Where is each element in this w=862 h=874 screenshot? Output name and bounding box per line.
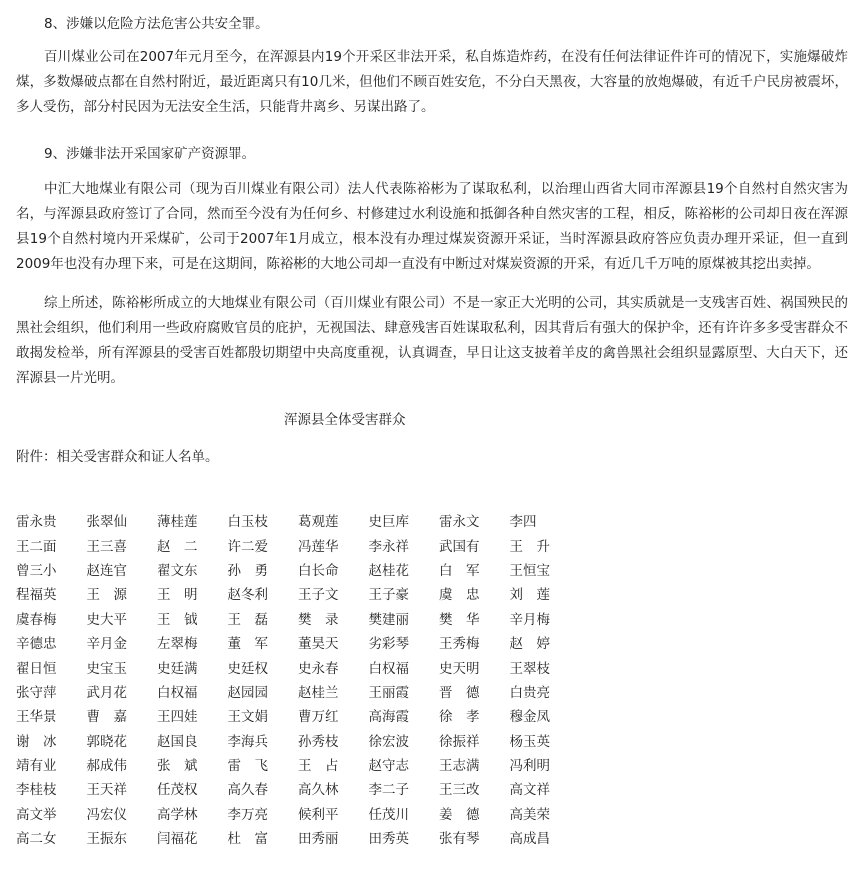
name-row	[16, 728, 580, 752]
person-name: 王三喜	[86, 538, 127, 555]
person-name: 靖有业	[16, 758, 57, 775]
person-name: 徐宏波	[368, 733, 409, 750]
name-row	[16, 679, 580, 703]
name-row	[16, 606, 580, 630]
person-name: 虞 忠	[439, 587, 480, 604]
person-name: 穆金凤	[509, 709, 550, 726]
person-name: 樊 录	[298, 611, 339, 628]
person-name: 高二女	[16, 831, 57, 848]
person-name: 劣彩琴	[368, 636, 409, 653]
person-name: 白权福	[368, 660, 409, 677]
person-name: 王丽霞	[368, 684, 409, 701]
person-name: 曹 嘉	[86, 709, 127, 726]
name-row	[16, 752, 580, 776]
person-name: 田秀英	[368, 831, 409, 848]
person-name: 张有琴	[439, 831, 480, 848]
person-name: 史天明	[439, 660, 480, 677]
person-name: 高文举	[16, 806, 57, 823]
person-name: 张守萍	[16, 684, 57, 701]
person-name: 李四	[509, 514, 537, 531]
person-name: 高海霞	[368, 709, 409, 726]
person-name: 董昊天	[298, 636, 339, 653]
person-name: 李海兵	[227, 733, 268, 750]
person-name: 雷 飞	[227, 758, 268, 775]
person-name: 史巨库	[368, 514, 409, 531]
person-name: 辛月梅	[509, 611, 550, 628]
name-row	[16, 703, 580, 727]
name-row	[16, 581, 580, 605]
person-name: 徐振祥	[439, 733, 480, 750]
person-name: 李桂枝	[16, 782, 57, 799]
person-name: 张 斌	[157, 758, 198, 775]
person-name: 史大平	[86, 611, 127, 628]
person-name: 冯利明	[509, 758, 550, 775]
person-name: 闫福花	[157, 831, 198, 848]
person-name: 白贵亮	[509, 684, 550, 701]
person-name: 王子文	[298, 587, 339, 604]
section-9-heading: 9、涉嫌非法开采国家矿产资源罪。	[44, 146, 256, 162]
person-name: 翟日恒	[16, 660, 57, 677]
person-name: 虞春梅	[16, 611, 57, 628]
person-name: 王秀梅	[439, 636, 480, 653]
person-name: 王 明	[157, 587, 198, 604]
person-name: 孙 勇	[227, 562, 268, 579]
attachment-note: 附件：相关受害群众和证人名单。	[16, 449, 219, 465]
person-name: 樊 华	[439, 611, 480, 628]
person-name: 任茂权	[157, 782, 198, 799]
person-name: 王 源	[86, 587, 127, 604]
summary-paragraph: 综上所述，陈裕彬所成立的大地煤业有限公司（百川煤业有限公司）不是一家正大光明的公司，其实质就是一支残害百姓、祸国殃民的黑社会组织，他们利用一些政府腐败官员的庇护，无视国法、肆意残害百姓谋取私利，因其背后有强大的保护伞，还有许许多多受害群众不敢揭发检举，所有浑源县的受害百姓都殷切期望中央高度重视，认真调查，早日让这支披着羊皮的禽兽黑社会组织显露原型、大白天下，还浑源县一片光明。	[16, 295, 848, 386]
name-row	[16, 654, 580, 678]
person-name: 赵连官	[86, 562, 127, 579]
name-row	[16, 508, 580, 532]
person-name: 白长命	[298, 562, 339, 579]
person-name: 武国有	[439, 538, 480, 555]
person-name: 李万亮	[227, 806, 268, 823]
person-name: 赵桂花	[368, 562, 409, 579]
person-name: 赵园园	[227, 684, 268, 701]
person-name: 王恒宝	[509, 562, 550, 579]
person-name: 郝成伟	[86, 758, 127, 775]
person-name: 白玉枝	[227, 514, 268, 531]
person-name: 樊建丽	[368, 611, 409, 628]
person-name: 赵守志	[368, 758, 409, 775]
person-name: 葛观莲	[298, 514, 339, 531]
person-name: 高成昌	[509, 831, 550, 848]
person-name: 李二子	[368, 782, 409, 799]
person-name: 王振东	[86, 831, 127, 848]
person-name: 王 磊	[227, 611, 268, 628]
person-name: 任茂川	[368, 806, 409, 823]
signature: 浑源县全体受害群众	[284, 412, 406, 428]
section-8-heading: 8、涉嫌以危险方法危害公共安全罪。	[44, 16, 269, 32]
person-name: 赵桂兰	[298, 684, 339, 701]
person-name: 王 钺	[157, 611, 198, 628]
person-name: 白 军	[439, 562, 480, 579]
person-name: 李永祥	[368, 538, 409, 555]
person-name: 赵 婷	[509, 636, 550, 653]
section-9-body: 中汇大地煤业有限公司（现为百川煤业有限公司）法人代表陈裕彬为了谋取私利，以治理山西省大同市浑源县19个自然村自然灾害为名，与浑源县政府签订了合同，然而至今没有为任何乡、村修建过水利设施和抵御各种自然灾害的工程，相反，陈裕彬的公司却日夜在浑源县19个自然村境内开采煤矿，公司于2007年1月成立，根本没有办理过煤炭资源开采证，当时浑源县政府答应负责办理开采证，但一直到2009年也没有办理下来，可是在这期间，陈裕彬的大地公司却一直没有中断过对煤炭资源的开采，有近几千万吨的原煤被其挖出卖掉。	[16, 181, 848, 272]
person-name: 郭晓花	[86, 733, 127, 750]
person-name: 高文祥	[509, 782, 550, 799]
person-name: 曾三小	[16, 562, 57, 579]
person-name: 王文娟	[227, 709, 268, 726]
person-name: 高久林	[298, 782, 339, 799]
person-name: 冯宏仪	[86, 806, 127, 823]
name-row	[16, 532, 580, 556]
person-name: 赵 二	[157, 538, 198, 555]
person-name: 杜 富	[227, 831, 268, 848]
person-name: 王天祥	[86, 782, 127, 799]
person-name: 许二爱	[227, 538, 268, 555]
name-row	[16, 825, 580, 849]
person-name: 王子豪	[368, 587, 409, 604]
person-name: 史廷满	[157, 660, 198, 677]
person-name: 徐 孝	[439, 709, 480, 726]
person-name: 王 升	[509, 538, 550, 555]
person-name: 杨玉英	[509, 733, 550, 750]
person-name: 王华景	[16, 709, 57, 726]
person-name: 晋 德	[439, 684, 480, 701]
person-name: 程福英	[16, 587, 57, 604]
person-name: 史永春	[298, 660, 339, 677]
person-name: 王二面	[16, 538, 57, 555]
person-name: 武月花	[86, 684, 127, 701]
name-row	[16, 801, 580, 825]
name-row	[16, 776, 580, 800]
person-name: 冯莲华	[298, 538, 339, 555]
person-name: 谢 冰	[16, 733, 57, 750]
person-name: 高久春	[227, 782, 268, 799]
person-name: 白权福	[157, 684, 198, 701]
person-name: 左翠梅	[157, 636, 198, 653]
victims-name-list	[16, 508, 580, 849]
person-name: 田秀丽	[298, 831, 339, 848]
person-name: 辛德忠	[16, 636, 57, 653]
person-name: 王翠枝	[509, 660, 550, 677]
person-name: 翟文东	[157, 562, 198, 579]
person-name: 雷永贵	[16, 514, 57, 531]
person-name: 曹万红	[298, 709, 339, 726]
person-name: 王志满	[439, 758, 480, 775]
name-row	[16, 630, 580, 654]
person-name: 姜 德	[439, 806, 480, 823]
person-name: 史廷权	[227, 660, 268, 677]
person-name: 赵国良	[157, 733, 198, 750]
section-8-body: 百川煤业公司在2007年元月至今，在浑源县内19个开采区非法开采，私自炼造炸药，在没有任何法律证件许可的情况下，实施爆破炸煤，多数爆破点都在自然村附近，最近距离只有10几米，但他们不顾百姓安危，不分白天黑夜，大容量的放炮爆破，有近千户民房被震坏，多人受伤，部分村民因为无法安全生活，只能背井离乡、另谋出路了。	[16, 49, 848, 115]
person-name: 雷永文	[439, 514, 480, 531]
person-name: 史宝玉	[86, 660, 127, 677]
name-row	[16, 557, 580, 581]
person-name: 辛月金	[86, 636, 127, 653]
person-name: 王四娃	[157, 709, 198, 726]
person-name: 高学林	[157, 806, 198, 823]
person-name: 薄桂莲	[157, 514, 198, 531]
person-name: 赵冬利	[227, 587, 268, 604]
person-name: 刘 莲	[509, 587, 550, 604]
person-name: 王 占	[298, 758, 339, 775]
person-name: 候利平	[298, 806, 339, 823]
person-name: 张翠仙	[86, 514, 127, 531]
person-name: 高美荣	[509, 806, 550, 823]
person-name: 孙秀枝	[298, 733, 339, 750]
person-name: 董 军	[227, 636, 268, 653]
person-name: 王三改	[439, 782, 480, 799]
